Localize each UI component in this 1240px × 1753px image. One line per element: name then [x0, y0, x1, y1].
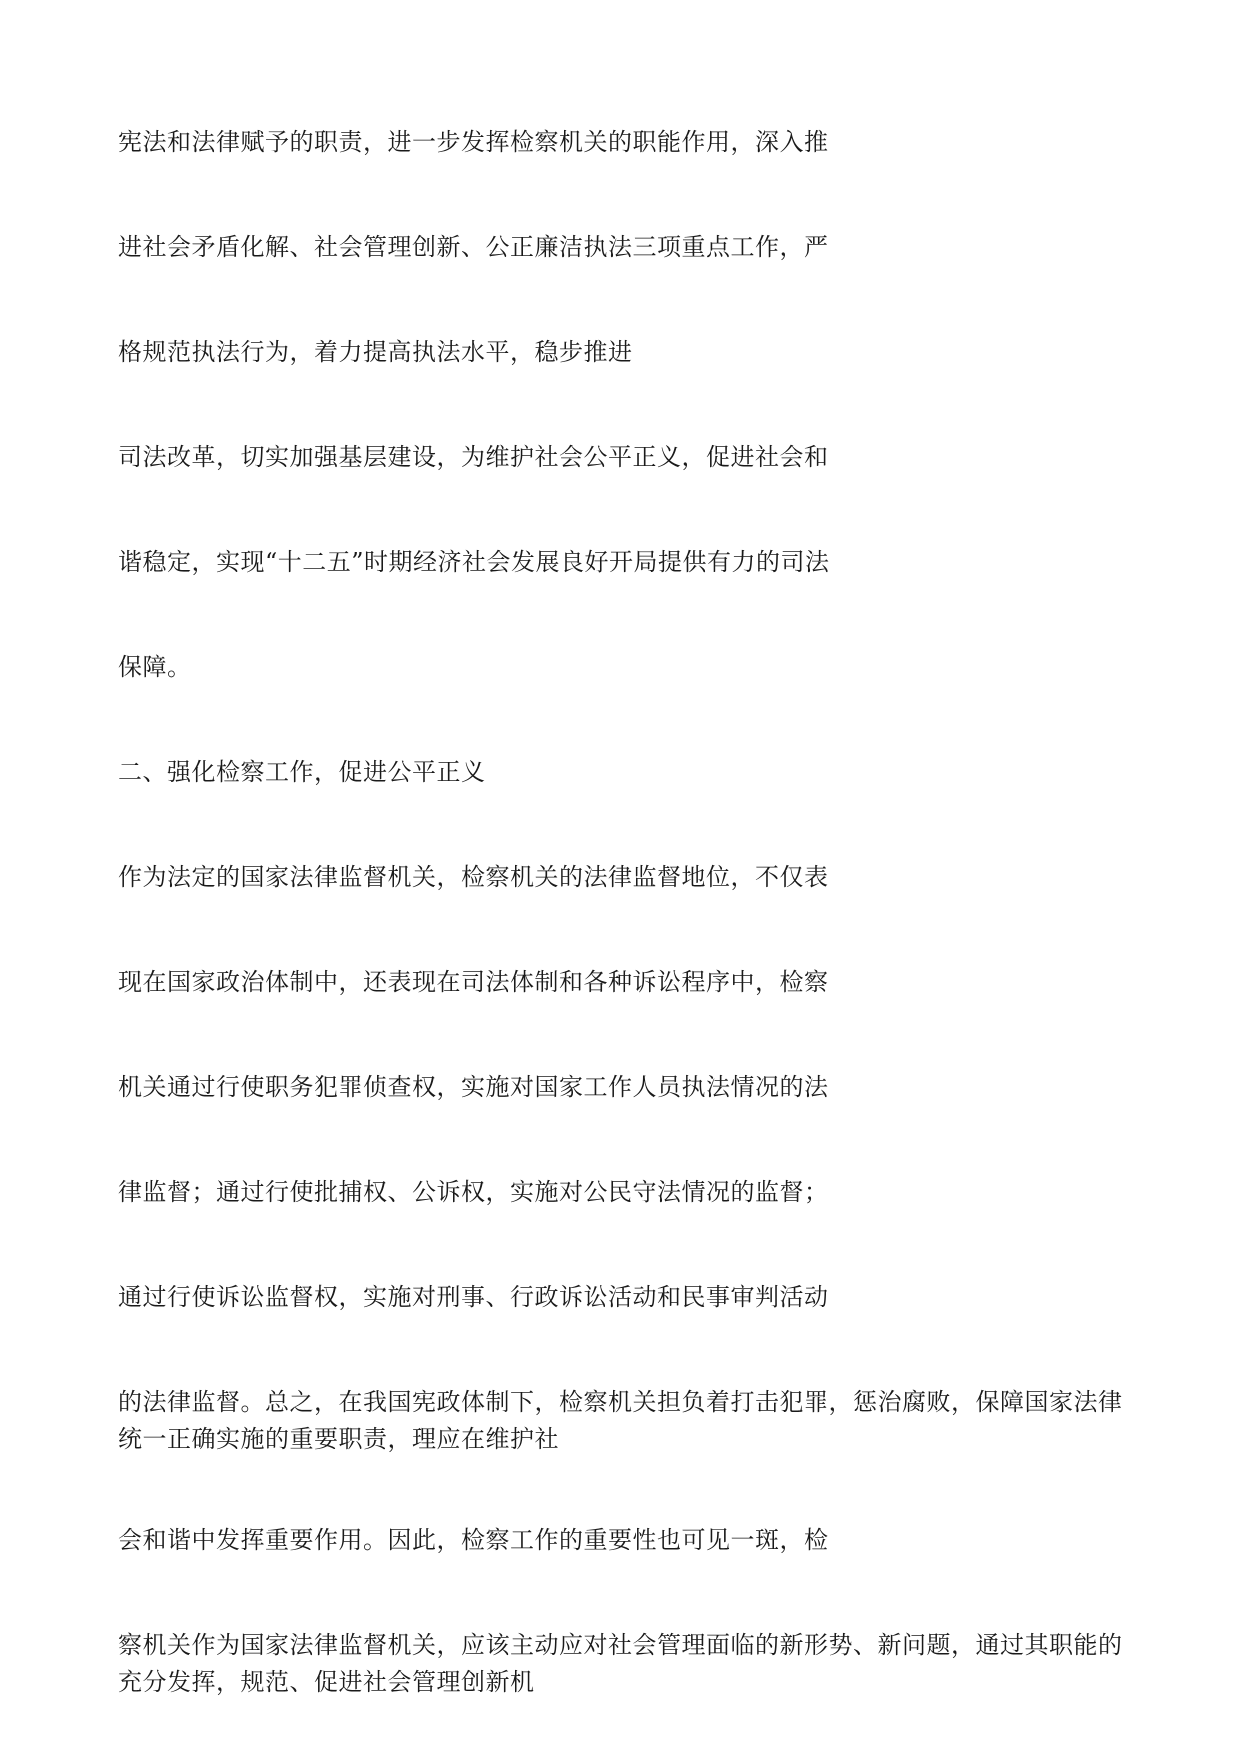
paragraph-line: 通过行使诉讼监督权，实施对刑事、行政诉讼活动和民事审判活动 [118, 1283, 829, 1311]
paragraph-line: 察机关作为国家法律监督机关，应该主动应对社会管理面临的新形势、新问题，通过其职能的充分发挥，规范、促进社会管理创新机 [118, 1631, 1123, 1696]
paragraph-line: 司法改革，切实加强基层建设，为维护社会公平正义，促进社会和 [118, 443, 829, 471]
paragraph-line: 谐稳定，实现“十二五”时期经济社会发展良好开局提供有力的司法 [118, 548, 830, 576]
paragraph-line: 格规范执法行为，着力提高执法水平，稳步推进 [118, 338, 633, 366]
paragraph-line: 会和谐中发挥重要作用。因此，检察工作的重要性也可见一斑，检 [118, 1526, 829, 1554]
paragraph-line: 保障。 [118, 653, 192, 681]
paragraph-line: 进社会矛盾化解、社会管理创新、公正廉洁执法三项重点工作，严 [118, 233, 829, 261]
paragraph-line: 宪法和法律赋予的职责，进一步发挥检察机关的职能作用，深入推 [118, 128, 829, 156]
paragraph-line: 现在国家政治体制中，还表现在司法体制和各种诉讼程序中，检察 [118, 968, 829, 996]
paragraph-line: 作为法定的国家法律监督机关，检察机关的法律监督地位，不仅表 [118, 863, 829, 891]
section-heading: 二、强化检察工作，促进公平正义 [118, 758, 486, 786]
paragraph-line: 机关通过行使职务犯罪侦查权，实施对国家工作人员执法情况的法 [118, 1073, 829, 1101]
paragraph-line: 律监督；通过行使批捕权、公诉权，实施对公民守法情况的监督； [118, 1178, 829, 1206]
paragraph-line: 的法律监督。总之，在我国宪政体制下，检察机关担负着打击犯罪，惩治腐败，保障国家法律统一正确实施的重要职责，理应在维护社 [118, 1388, 1123, 1453]
